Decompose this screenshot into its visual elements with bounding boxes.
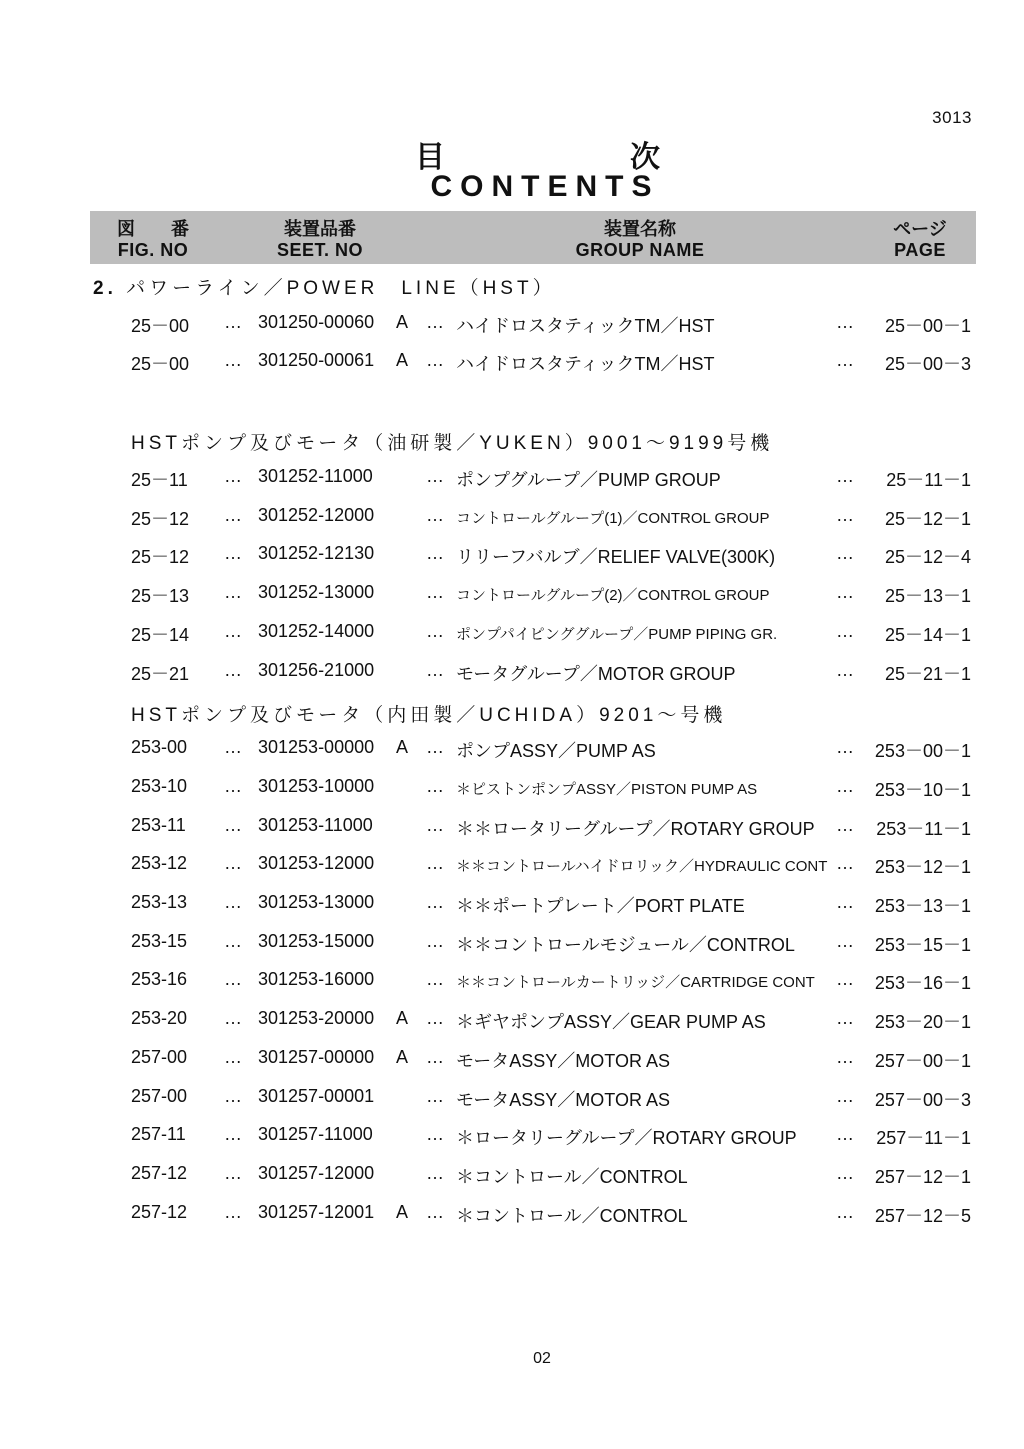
group-name: モータASSY／MOTOR AS [456, 1090, 670, 1110]
leader-dots: … [426, 312, 445, 332]
contents-row [0, 350, 1024, 380]
leader-dots: … [224, 466, 243, 486]
group-name: リリーフバルブ／RELIEF VALVE(300K) [456, 547, 776, 567]
fig-number: 253-20 [131, 1008, 188, 1028]
page-ref: 257－12－5 [874, 1206, 971, 1226]
group-name: ＊コントロール／CONTROL [456, 1167, 688, 1187]
leader-dots: … [426, 776, 445, 796]
doc-id: 3013 [932, 108, 972, 127]
contents-row [0, 466, 1024, 496]
fig-number: 257-11 [131, 1124, 186, 1144]
leader-dots: … [224, 1124, 243, 1144]
fig-number: 253-12 [131, 853, 188, 873]
page-ref: 25－13－1 [884, 586, 971, 606]
seet-number: 301257-00001 [258, 1086, 375, 1106]
fig-number: 25－14 [131, 625, 190, 645]
seet-number: 301252-14000 [258, 621, 375, 641]
seet-number: 301253-20000 [258, 1008, 375, 1028]
leader-dots: … [224, 969, 243, 989]
seet-number: 301252-12130 [258, 543, 375, 563]
page-ref: 257－00－3 [874, 1090, 971, 1110]
group-name: ポンプグループ／PUMP GROUP [456, 470, 721, 490]
page-ref: 25－00－3 [884, 354, 971, 374]
leader-dots: … [224, 931, 243, 951]
leader-dots: … [836, 853, 855, 873]
leader-dots: … [224, 737, 243, 757]
page-ref: 25－11－1 [886, 470, 971, 490]
fig-number: 25－12 [131, 547, 190, 567]
seet-number: 301257-12001 [258, 1202, 375, 1222]
leader-dots: … [426, 853, 445, 873]
leader-dots: … [836, 892, 855, 912]
page-ref: 253－20－1 [874, 1012, 971, 1032]
seet-number: 301253-15000 [258, 931, 375, 951]
revision-mark: A [396, 350, 409, 370]
page-ref: 253－12－1 [874, 857, 971, 877]
contents-row [0, 1202, 1024, 1232]
fig-number: 253-15 [131, 931, 188, 951]
fig-number: 253-16 [131, 969, 188, 989]
leader-dots: … [426, 543, 445, 563]
leader-dots: … [836, 312, 855, 332]
leader-dots: … [836, 505, 855, 525]
leader-dots: … [224, 1008, 243, 1028]
contents-row [0, 853, 1024, 883]
group-name: コントロールグループ(1)／CONTROL GROUP [456, 510, 770, 527]
title-jp-char-2: 次 [630, 141, 660, 174]
fig-number: 253-00 [131, 737, 188, 757]
contents-row [0, 1047, 1024, 1077]
leader-dots: … [836, 1163, 855, 1183]
leader-dots: … [836, 621, 855, 641]
fig-number: 257-00 [131, 1047, 188, 1067]
leader-dots: … [224, 582, 243, 602]
leader-dots: … [426, 621, 445, 641]
contents-row [0, 621, 1024, 651]
revision-mark: A [396, 1047, 409, 1067]
leader-dots: … [224, 776, 243, 796]
leader-dots: … [426, 660, 445, 680]
page-ref: 257－12－1 [874, 1167, 971, 1187]
group-name: ＊＊ポートプレート／PORT PLATE [456, 896, 745, 916]
revision-mark: A [396, 1202, 409, 1222]
fig-number: 257-12 [131, 1202, 188, 1222]
leader-dots: … [426, 350, 445, 370]
page-ref: 253－15－1 [874, 935, 971, 955]
seet-number: 301253-00000 [258, 737, 375, 757]
page-title-jp [0, 132, 1024, 172]
fig-number: 25－21 [131, 664, 190, 684]
seet-number: 301257-00000 [258, 1047, 375, 1067]
leader-dots: … [224, 1047, 243, 1067]
page-ref: 257－11－1 [876, 1128, 971, 1148]
page-ref: 253－13－1 [874, 896, 971, 916]
leader-dots: … [426, 582, 445, 602]
group-name: ＊ギヤポンプASSY／GEAR PUMP AS [456, 1012, 766, 1032]
leader-dots: … [426, 1008, 445, 1028]
page-ref: 257－00－1 [874, 1051, 971, 1071]
fig-number: 25－13 [131, 586, 190, 606]
section-title-yuken: HSTポンプ及びモータ（油研製／YUKEN）9001～9199号機 [131, 433, 774, 454]
contents-row [0, 543, 1024, 573]
page-ref: 25－00－1 [884, 316, 971, 336]
leader-dots: … [224, 543, 243, 563]
group-name: モータグループ／MOTOR GROUP [456, 664, 736, 684]
leader-dots: … [224, 312, 243, 332]
contents-row [0, 1086, 1024, 1116]
leader-dots: … [224, 350, 243, 370]
leader-dots: … [836, 1086, 855, 1106]
seet-number: 301253-16000 [258, 969, 375, 989]
fig-number: 257-00 [131, 1086, 188, 1106]
leader-dots: … [426, 892, 445, 912]
group-name: ＊＊コントロールモジュール／CONTROL [456, 935, 795, 955]
group-name: ＊＊ロータリーグループ／ROTARY GROUP [456, 819, 815, 839]
group-name: ＊＊コントロールハイドロリック／HYDRAULIC CONT [456, 858, 828, 875]
page-ref: 253－11－1 [876, 819, 971, 839]
leader-dots: … [426, 1086, 445, 1106]
leader-dots: … [426, 1163, 445, 1183]
leader-dots: … [224, 853, 243, 873]
leader-dots: … [836, 776, 855, 796]
seet-number: 301257-12000 [258, 1163, 375, 1183]
leader-dots: … [426, 505, 445, 525]
group-name: ハイドロスタティックTM／HST [456, 316, 715, 336]
column-header-band: 図 番 FIG. NO 装置品番 SEET. NO 装置名称 GROUP NAME ページ PAGE [90, 211, 976, 264]
leader-dots: … [224, 505, 243, 525]
group-name: モータASSY／MOTOR AS [456, 1051, 670, 1071]
contents-row [0, 505, 1024, 535]
seet-number: 301252-12000 [258, 505, 375, 525]
contents-row [0, 1008, 1024, 1038]
seet-number: 301256-21000 [258, 660, 375, 680]
leader-dots: … [836, 969, 855, 989]
page-ref: 253－16－1 [874, 973, 971, 993]
page-number: 02 [533, 1350, 551, 1367]
page-title-en: CONTENTS [430, 170, 660, 203]
contents-row [0, 931, 1024, 961]
leader-dots: … [224, 660, 243, 680]
section-title-uchida: HSTポンプ及びモータ（内田製／UCHIDA）9201～号機 [131, 705, 727, 726]
leader-dots: … [836, 737, 855, 757]
leader-dots: … [224, 1202, 243, 1222]
fig-number: 253-13 [131, 892, 188, 912]
contents-row [0, 582, 1024, 612]
fig-number: 25－00 [131, 354, 190, 374]
fig-number: 253-11 [131, 815, 186, 835]
fig-number: 25－11 [131, 470, 188, 490]
revision-mark: A [396, 737, 409, 757]
seet-number: 301250-00061 [258, 350, 375, 370]
seet-number: 301253-13000 [258, 892, 375, 912]
leader-dots: … [426, 466, 445, 486]
revision-mark: A [396, 312, 409, 332]
seet-number: 301257-11000 [258, 1124, 373, 1144]
contents-row [0, 892, 1024, 922]
leader-dots: … [426, 1047, 445, 1067]
leader-dots: … [836, 931, 855, 951]
leader-dots: … [224, 1086, 243, 1106]
contents-row [0, 660, 1024, 690]
contents-row [0, 312, 1024, 342]
leader-dots: … [224, 621, 243, 641]
leader-dots: … [836, 1202, 855, 1222]
fig-number: 257-12 [131, 1163, 188, 1183]
contents-row [0, 815, 1024, 845]
leader-dots: … [224, 815, 243, 835]
leader-dots: … [836, 543, 855, 563]
seet-number: 301250-00060 [258, 312, 375, 332]
contents-row [0, 1124, 1024, 1154]
contents-row [0, 776, 1024, 806]
group-name: ＊＊コントロールカートリッジ／CARTRIDGE CONT [456, 974, 815, 991]
leader-dots: … [426, 815, 445, 835]
leader-dots: … [836, 350, 855, 370]
group-name: ＊ロータリーグループ／ROTARY GROUP [456, 1128, 797, 1148]
contents-row [0, 969, 1024, 999]
group-name: ポンプパイピンググループ／PUMP PIPING GR. [456, 626, 778, 643]
page-ref: 25－12－4 [884, 547, 971, 567]
leader-dots: … [224, 1163, 243, 1183]
leader-dots: … [836, 466, 855, 486]
group-name: コントロールグループ(2)／CONTROL GROUP [456, 587, 770, 604]
group-name: ポンプASSY／PUMP AS [456, 741, 656, 761]
page-ref: 253－00－1 [874, 741, 971, 761]
fig-number: 25－12 [131, 509, 190, 529]
leader-dots: … [836, 815, 855, 835]
title-jp-char-1: 目 [415, 141, 445, 174]
page-ref: 25－21－1 [884, 664, 971, 684]
group-name: ＊コントロール／CONTROL [456, 1206, 688, 1226]
leader-dots: … [426, 1202, 445, 1222]
fig-number: 25－00 [131, 316, 190, 336]
page-ref: 25－14－1 [884, 625, 971, 645]
leader-dots: … [426, 969, 445, 989]
leader-dots: … [836, 1047, 855, 1067]
leader-dots: … [224, 892, 243, 912]
leader-dots: … [836, 660, 855, 680]
leader-dots: … [426, 931, 445, 951]
page-ref: 25－12－1 [884, 509, 971, 529]
leader-dots: … [426, 737, 445, 757]
leader-dots: … [836, 1008, 855, 1028]
seet-number: 301252-11000 [258, 466, 373, 486]
group-name: ハイドロスタティックTM／HST [456, 354, 715, 374]
leader-dots: … [426, 1124, 445, 1144]
page-ref: 253－10－1 [874, 780, 971, 800]
seet-number: 301253-11000 [258, 815, 373, 835]
revision-mark: A [396, 1008, 409, 1028]
seet-number: 301253-10000 [258, 776, 375, 796]
leader-dots: … [836, 582, 855, 602]
fig-number: 253-10 [131, 776, 188, 796]
group-name: ＊ピストンポンプASSY／PISTON PUMP AS [456, 781, 758, 798]
seet-number: 301253-12000 [258, 853, 375, 873]
contents-row [0, 737, 1024, 767]
leader-dots: … [836, 1124, 855, 1144]
seet-number: 301252-13000 [258, 582, 375, 602]
contents-row [0, 1163, 1024, 1193]
section-title-power-line: 2. パワーライン／POWER LINE（HST） [93, 278, 556, 299]
